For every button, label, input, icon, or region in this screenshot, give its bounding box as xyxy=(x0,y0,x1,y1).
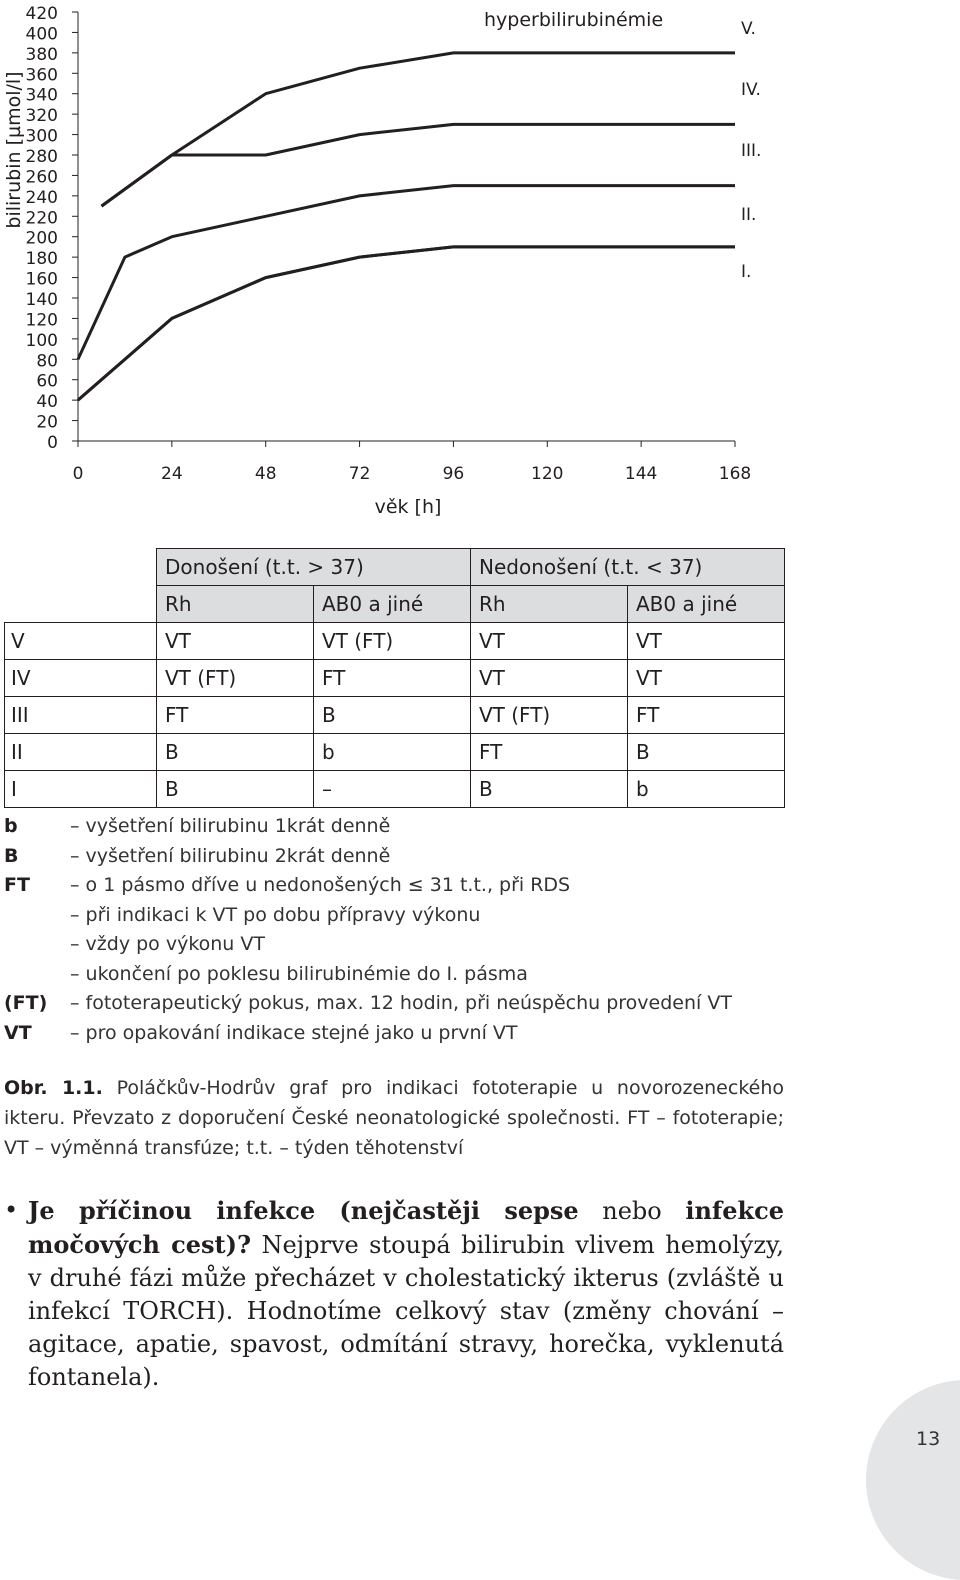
figure-caption xyxy=(4,1073,784,1163)
y-tick-label: 220 xyxy=(25,208,58,229)
table-cell: VT xyxy=(628,623,785,660)
bilirubin-chart xyxy=(0,0,960,530)
legend-item xyxy=(4,960,732,990)
table-cell: VT xyxy=(628,660,785,697)
sub-header: AB0 a jiné xyxy=(314,586,471,623)
legend-key xyxy=(4,901,70,931)
y-tick-label: 260 xyxy=(25,167,58,188)
level-label: I. xyxy=(741,262,752,282)
bullet-bold-1: Je příčinou infekce (nejčastěji sepse xyxy=(28,1196,579,1225)
legend-key: b xyxy=(4,815,18,837)
bullet-paragraph xyxy=(4,1194,784,1394)
x-tick-label: 120 xyxy=(531,464,564,484)
y-tick-label: 120 xyxy=(25,310,58,331)
legend-key: VT xyxy=(4,1021,32,1044)
page-number: 13 xyxy=(916,1428,941,1450)
bullet-icon: • xyxy=(4,1196,19,1224)
x-tick-label: 96 xyxy=(442,464,465,484)
y-tick-label: 380 xyxy=(25,44,58,65)
sub-header: Rh xyxy=(471,586,628,623)
bullet-plain-1: nebo xyxy=(578,1197,686,1225)
x-tick-label: 168 xyxy=(718,464,752,484)
table-cell: B xyxy=(157,771,314,808)
group-header-term: Donošení (t.t. > 37) xyxy=(157,549,471,586)
table-corner xyxy=(5,586,157,623)
sub-header: AB0 a jiné xyxy=(628,586,785,623)
table-cell: – xyxy=(314,771,471,808)
legend-text: – ukončení po poklesu bilirubinémie do I. pásma xyxy=(70,962,528,985)
legend-item xyxy=(4,812,732,842)
table-sub-header-row xyxy=(5,586,785,623)
table-cell: VT (FT) xyxy=(314,623,471,660)
y-tick-label: 160 xyxy=(25,269,58,290)
x-tick-label: 48 xyxy=(254,464,277,484)
legend-item xyxy=(4,989,732,1019)
legend-text: – o 1 pásmo dříve u nedonošených ≤ 31 t.t., při RDS xyxy=(70,874,571,896)
bullet-bold-2: infekce močových cest)? xyxy=(28,1196,784,1259)
legend xyxy=(4,812,732,1048)
table-cell: VT (FT) xyxy=(471,697,628,734)
caption-text: Poláčkův-Hodrův graf pro indikaci fototerapie u novorozeneckého ikteru. Převzato z doporučení České neonatologické společnosti. FT – fototerapie; VT – výměnná transfúze; t.t. – týden těhotenství xyxy=(4,1077,785,1159)
y-tick-label: 280 xyxy=(25,147,58,167)
row-level: V xyxy=(5,623,157,660)
y-tick-label: 300 xyxy=(25,126,58,147)
table-cell: FT xyxy=(314,660,471,697)
table-cell: B xyxy=(157,734,314,771)
series-line-I xyxy=(78,247,735,400)
table-cell: FT xyxy=(471,734,628,771)
y-tick-label: 400 xyxy=(25,24,58,45)
level-label: V. xyxy=(741,19,756,39)
series-line-IV xyxy=(78,186,735,360)
y-tick-label: 80 xyxy=(36,351,58,372)
table-row xyxy=(5,660,785,697)
table-row xyxy=(5,771,785,808)
legend-text: – při indikaci k VT po dobu přípravy výkonu xyxy=(70,903,481,926)
legend-text: – pro opakování indikace stejné jako u první VT xyxy=(70,1021,518,1044)
table-cell: b xyxy=(314,734,471,771)
table-group-header-row xyxy=(5,549,785,586)
table-cell: B xyxy=(628,734,785,771)
y-tick-label: 20 xyxy=(36,412,58,433)
legend-text: – vyšetření bilirubinu 2krát denně xyxy=(70,844,391,867)
table-row xyxy=(5,623,785,660)
level-label: II. xyxy=(741,205,757,225)
legend-key xyxy=(4,930,70,960)
row-level: IV xyxy=(5,660,157,697)
x-axis-label: věk [h] xyxy=(374,496,442,518)
table-cell: VT xyxy=(471,660,628,697)
x-tick-label: 72 xyxy=(348,464,371,484)
series-line-III xyxy=(78,247,735,400)
table-cell: FT xyxy=(628,697,785,734)
y-tick-label: 420 xyxy=(25,4,58,24)
legend-item xyxy=(4,930,732,960)
y-tick-label: 100 xyxy=(25,330,58,351)
legend-text: – vždy po výkonu VT xyxy=(70,933,265,955)
legend-key: (FT) xyxy=(4,992,48,1014)
legend-text: – fototerapeutický pokus, max. 12 hodin, při neúspěchu provedení VT xyxy=(70,992,732,1014)
y-axis-label: bilirubin [µmol/l] xyxy=(3,71,25,229)
y-tick-label: 60 xyxy=(36,371,58,392)
sub-header: Rh xyxy=(157,586,314,623)
legend-item xyxy=(4,842,732,872)
x-tick-label: 24 xyxy=(161,464,183,484)
level-label: III. xyxy=(741,141,762,161)
series-line-II xyxy=(102,124,736,206)
bullet-text: Nejprve stoupá bilirubin vlivem hemolýzy, v druhé fázi může přecházet v cholestatický ikterus (zvláště u infekcí TORCH). Hodnotíme celkový stav (změny chování – agitace, apatie, spavost, odmítání stravy, horečka, vyklenutá fontanela). xyxy=(28,1231,785,1391)
chart-annotation: hyperbilirubinémie xyxy=(484,9,664,31)
x-tick-label: 0 xyxy=(72,464,84,484)
legend-key xyxy=(4,960,70,990)
legend-key: B xyxy=(4,844,19,867)
legend-item xyxy=(4,901,732,931)
group-header-preterm: Nedonošení (t.t. < 37) xyxy=(471,549,785,586)
x-tick-label: 144 xyxy=(624,464,658,484)
y-tick-label: 0 xyxy=(47,433,58,453)
y-tick-label: 140 xyxy=(25,290,58,310)
legend-item xyxy=(4,1019,732,1049)
y-tick-label: 320 xyxy=(25,106,58,127)
table-cell: VT xyxy=(471,623,628,660)
level-label: IV. xyxy=(741,80,761,100)
y-tick-label: 340 xyxy=(25,85,58,106)
table-cell: b xyxy=(628,771,785,808)
table-cell: VT xyxy=(157,623,314,660)
legend-key: FT xyxy=(4,874,30,896)
table-cell: B xyxy=(471,771,628,808)
caption-label: Obr. 1.1. xyxy=(4,1077,103,1099)
table-cell: FT xyxy=(157,697,314,734)
row-level: I xyxy=(5,771,157,808)
y-tick-label: 200 xyxy=(25,228,58,249)
row-level: II xyxy=(5,734,157,771)
y-tick-label: 180 xyxy=(25,249,58,270)
table-row xyxy=(5,734,785,771)
table-cell: VT (FT) xyxy=(157,660,314,697)
table-row xyxy=(5,697,785,734)
legend-item xyxy=(4,871,732,901)
row-level: III xyxy=(5,697,157,734)
table-corner xyxy=(5,549,157,586)
indication-table xyxy=(4,548,785,808)
y-tick-label: 40 xyxy=(36,392,58,413)
page-number-decoration xyxy=(866,1380,960,1580)
table-cell: B xyxy=(314,697,471,734)
y-tick-label: 360 xyxy=(25,65,58,86)
legend-text: – vyšetření bilirubinu 1krát denně xyxy=(70,815,391,837)
y-tick-label: 240 xyxy=(25,187,58,208)
